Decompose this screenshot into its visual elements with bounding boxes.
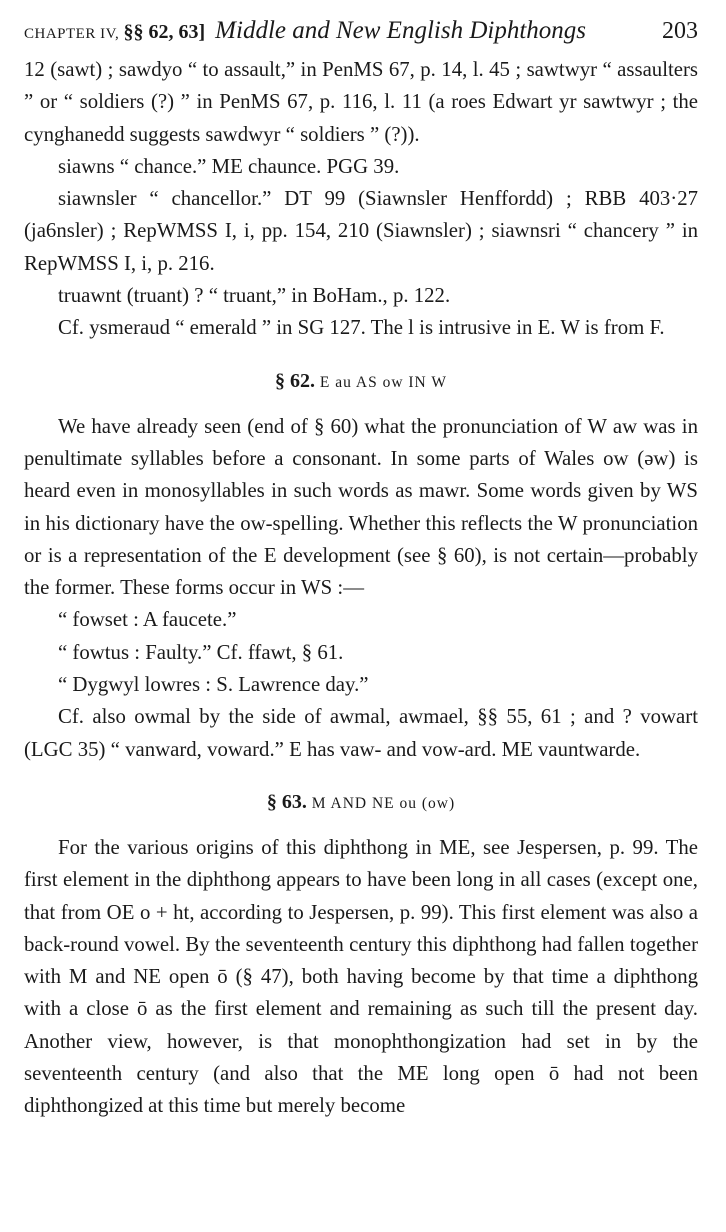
paragraph: siawnsler “ chancellor.” DT 99 (Siawnsler Henffordd) ; RBB 403·27 (ja6nsler) ; RepWMSS I, i, pp. 154, 210 (Siawnsler) ; siawnsri “ chancery ” in RepWMSS I, i, p. 216. bbox=[24, 187, 698, 275]
paragraph: 12 (sawt) ; sawdyo “ to assault,” in PenMS 67, p. 14, l. 45 ; sawtwyr “ assaulters ” or “ soldiers (?) ” in PenMS 67, p. 116, l. 11 (a roes Edwart yr sawtwyr ; the cynghanedd suggests sawdwyr “ soldiers ” (?)). bbox=[24, 58, 698, 146]
paragraph: For the various origins of this diphthong in ME, see Jespersen, p. 99. The first element in the diphthong appears to have been long in all cases (except one, that from OE o + ht, according to Jespersen, p. 99). This first element was also a back-round vowel. By the seventeenth century this diphthong had fallen together with M and NE open ō (§ 47), both having become by that time a diphthong with a close ō as the first element and remaining as such till the present day. Another view, however, is that monophthongization had set in by the seventeenth century (and also that the ME long open ō had not been diphthongized at this time but merely become bbox=[24, 835, 698, 1118]
running-head-title: Middle and New English Diphthongs bbox=[215, 17, 586, 44]
paragraph: siawns “ chance.” ME chaunce. PGG 39. bbox=[58, 154, 400, 178]
section-title: M AND NE ou (ow) bbox=[311, 794, 456, 812]
paragraph: Cf. also owmal by the side of awmal, awmael, §§ 55, 61 ; and ? vowart (LGC 35) “ vanward, voward.” E has vaw- and vow-ard. ME vauntwarde. bbox=[24, 705, 698, 761]
quotation-line: “ fowset : A faucete.” bbox=[58, 608, 237, 632]
section-number: § 63. bbox=[266, 790, 307, 813]
paragraph: Cf. ysmeraud “ emerald ” in SG 127. The l is intrusive in E. W is from F. bbox=[58, 316, 665, 340]
body-text bbox=[24, 54, 698, 1123]
running-head bbox=[24, 14, 698, 54]
page-number: 203 bbox=[662, 18, 698, 44]
quotation-line: “ fowtus : Faulty.” Cf. ffawt, § 61. bbox=[58, 640, 344, 664]
section-number: § 62. bbox=[275, 369, 316, 392]
section-title: E au AS ow IN W bbox=[319, 373, 447, 391]
section-heading-63 bbox=[24, 786, 698, 820]
section-heading-62 bbox=[24, 365, 698, 399]
paragraph: We have already seen (end of § 60) what the pronunciation of W aw was in penultimate syllables before a consonant. In some parts of Wales ow (əw) is heard even in monosyllables in such words as mawr. Some words given by WS in his dictionary have the ow-spelling. Whether this reflects the W pronunciation or is a representation of the E development (see § 60), is not certain—probably the former. These forms occur in WS :— bbox=[24, 414, 698, 600]
chapter-sections: §§ 62, 63] bbox=[123, 21, 206, 43]
running-head-chapter bbox=[24, 15, 205, 51]
quotation-line: “ Dygwyl lowres : S. Lawrence day.” bbox=[58, 673, 369, 697]
paragraph: truawnt (truant) ? “ truant,” in BoHam., p. 122. bbox=[58, 284, 451, 308]
chapter-label: CHAPTER IV, bbox=[24, 26, 120, 42]
